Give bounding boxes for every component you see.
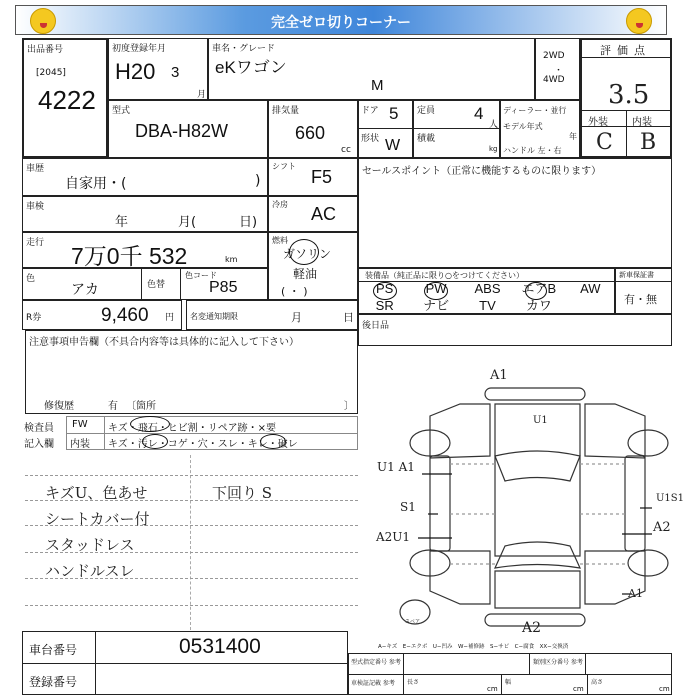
color-label: 色 — [26, 274, 36, 284]
rear-window — [495, 542, 580, 568]
handle-label: ハンドル 左・右 — [503, 146, 562, 155]
handwritten-note: シートカバー付 — [45, 510, 150, 528]
ac-value: AC — [311, 204, 337, 224]
equipment-leather: カワ — [525, 297, 552, 313]
cm-unit: cm — [573, 685, 584, 693]
fuel-gasoline: ガソリン — [283, 247, 332, 261]
equipment-sr: SR — [375, 297, 394, 313]
color-value: アカ — [71, 282, 99, 298]
notes-label: 注意事項申告欄（不具合内容等は具体的に記入して下さい） — [29, 337, 299, 348]
entry-label: 記入欄 — [24, 439, 54, 450]
damage-legend: A−キズ E−エクボ U−凹み W−補修跡 S−サビ C−腐食 XX−交換済 — [378, 644, 569, 650]
notes-box — [25, 330, 358, 414]
selected-circle — [142, 434, 168, 449]
shaken-year: 年 — [115, 215, 129, 230]
cm-unit: cm — [659, 685, 670, 693]
recycle-label: R券 — [26, 313, 42, 323]
repair-place-label: 〔箇所 — [126, 401, 156, 412]
handwritten-note: スタッドレス — [45, 536, 135, 554]
selected-circle — [525, 282, 547, 300]
inspector-label: 検査員 — [24, 423, 54, 434]
doors-box — [358, 100, 413, 158]
equipment-aw: AW — [580, 281, 601, 296]
equipment-label: 装備品（純正品に限り○をつけてください） — [365, 271, 524, 280]
dealer-label: ディーラー・並行 — [503, 106, 567, 115]
selected-circle — [424, 282, 448, 300]
drive-2wd: 2WD — [543, 51, 565, 61]
ac-box — [268, 196, 358, 232]
fuel-diesel: 軽油 — [293, 267, 318, 281]
dealer-box — [500, 100, 580, 158]
doors-label: ドア — [361, 106, 379, 116]
interior-grade: B — [640, 130, 657, 155]
drive-box — [535, 38, 580, 100]
history-value: 自家用・( — [65, 176, 127, 192]
recycle-value: 9,460 — [101, 305, 149, 326]
banner — [15, 5, 667, 35]
capacity-box — [413, 100, 500, 158]
equipment-navi: ナビ — [423, 297, 450, 313]
score-value: 3.5 — [608, 80, 650, 110]
repair-close: 〕 — [344, 401, 354, 412]
inspector-box — [22, 416, 358, 450]
interior-label: 内装 — [632, 117, 652, 128]
year-unit: 年 — [569, 132, 577, 141]
car-grade: M — [371, 77, 384, 94]
cc-unit: cc — [341, 145, 351, 155]
color-box — [22, 268, 268, 300]
model-label: 型式 — [112, 106, 131, 116]
equipment-blank — [565, 298, 616, 315]
class-number-label: 類別区分番号 参考 — [533, 659, 583, 666]
equipment-box — [358, 268, 615, 314]
km-unit: km — [225, 255, 238, 264]
name-change-day: 日 — [343, 311, 354, 324]
banner-title: 完全ゼロ切りコーナー — [271, 15, 411, 31]
score-label: 評価点 — [600, 44, 651, 57]
windshield — [495, 451, 580, 481]
score-box — [580, 38, 672, 158]
fuel-label: 燃料 — [272, 236, 288, 245]
equipment-pw: PW — [425, 281, 447, 296]
load-label: 積載 — [417, 134, 436, 144]
color-code-label: 色コード — [185, 271, 217, 280]
spare-label: スペア — [405, 619, 421, 625]
name-change-month: 月 — [291, 311, 302, 324]
interior-check-label: 内装 — [70, 439, 90, 450]
selected-circle — [260, 434, 286, 449]
first-reg-label: 初度登録年月 — [112, 44, 167, 54]
selected-circle — [130, 416, 170, 432]
warranty-label: 新車保証書 — [619, 271, 654, 279]
front-bumper — [485, 388, 585, 400]
displacement-label: 排気量 — [272, 106, 300, 116]
warranty-box — [615, 268, 672, 314]
name-change-box — [186, 300, 358, 330]
trunk — [495, 571, 580, 608]
damage-mark: A2U1 — [376, 530, 411, 544]
month-unit: 月 — [197, 90, 207, 100]
model-box — [108, 100, 268, 158]
displacement-box — [268, 100, 358, 158]
mileage-value: 7万0千 532 — [71, 243, 188, 269]
capacity-unit: 人 — [489, 120, 499, 130]
fw-label: FW — [72, 419, 88, 430]
damage-mark: A2 — [653, 520, 671, 535]
selected-circle — [373, 282, 397, 300]
later-items-box — [358, 314, 672, 346]
car-name-box — [208, 38, 535, 100]
height-label: 高さ — [591, 679, 604, 686]
damage-mark: A1 — [490, 368, 508, 383]
equipment-ps: PS — [376, 281, 394, 296]
left-rear-fender — [430, 551, 490, 604]
type-cert-label: 型式指定番号 参考 — [351, 659, 401, 666]
exterior-label: 外装 — [588, 117, 608, 128]
shaken-box — [22, 196, 268, 232]
sales-point-label: セールスポイント（正常に機能するものに限ります） — [362, 166, 602, 177]
damage-mark: A1 — [628, 587, 643, 600]
equipment-airbag: エアB — [521, 281, 557, 296]
damage-mark: U1 A1 — [377, 460, 415, 474]
first-reg-month: 3 — [171, 64, 180, 81]
lot-number: 4222 — [38, 85, 96, 115]
color-code: P85 — [209, 279, 238, 296]
displacement-value: 660 — [295, 123, 326, 143]
shift-box — [268, 158, 358, 196]
mileage-label: 走行 — [26, 238, 45, 248]
ac-label: 冷房 — [272, 200, 288, 209]
history-close: ) — [255, 173, 261, 189]
chassis-label: 車台番号 — [29, 643, 78, 657]
model-value: DBA-H82W — [135, 121, 229, 141]
name-change-label: 名変通知期限 — [190, 312, 238, 321]
car-damage-diagram — [360, 346, 700, 646]
later-items-label: 後日品 — [362, 321, 390, 331]
equipment-abs: ABS — [474, 281, 501, 296]
handwritten-note: ハンドルスレ — [45, 562, 135, 580]
fuel-box — [268, 232, 358, 300]
first-reg-box — [108, 38, 208, 100]
shape-label: 形状 — [361, 134, 380, 144]
fw-items: キズ・飛石・ヒビ割・リペア跡・×要 — [108, 423, 276, 434]
recycle-box — [22, 300, 182, 330]
car-name: eKワゴン — [215, 58, 287, 77]
cm-unit: cm — [487, 685, 498, 693]
shift-value: F5 — [311, 167, 333, 187]
type-cert-box — [348, 653, 672, 695]
bear-mascot-icon — [626, 8, 652, 34]
length-label: 長さ — [407, 679, 420, 686]
yen-unit: 円 — [165, 313, 175, 323]
drive-sep: ・ — [554, 66, 564, 76]
left-side — [430, 456, 450, 551]
mileage-box — [22, 232, 268, 268]
selected-circle — [289, 239, 319, 265]
history-label: 車歴 — [26, 164, 45, 174]
color-change-label: 色替 — [147, 280, 166, 290]
chassis-number: 0531400 — [179, 635, 261, 658]
first-reg-year: H20 — [115, 59, 156, 84]
equipment-tv: TV — [479, 297, 496, 313]
shaken-month: 月( — [178, 215, 197, 230]
chassis-registration-box — [22, 631, 348, 695]
shape-value: W — [385, 137, 401, 154]
damage-mark: A2 — [522, 620, 542, 636]
interior-items: キズ・汚レ・コゲ・穴・スレ・キレ・破レ — [108, 439, 298, 450]
shift-label: シフト — [272, 162, 296, 171]
lot-label: 出品番号 — [27, 45, 64, 55]
right-side — [625, 456, 645, 551]
lot-box — [22, 38, 108, 158]
capacity-value: 4 — [474, 104, 484, 123]
lot-sub-number: [2045] — [36, 68, 66, 78]
right-front-fender — [585, 404, 645, 458]
doors-value: 5 — [389, 104, 399, 123]
damage-mark: S1 — [400, 500, 416, 514]
handwritten-note: キズU、色あせ — [45, 484, 148, 502]
spec-label: 車検証記載 参考 — [351, 680, 395, 687]
model-year-label: モデル年式 — [503, 122, 543, 131]
damage-mark: U1 — [533, 415, 548, 426]
history-box — [22, 158, 268, 196]
registration-label: 登録番号 — [29, 675, 78, 689]
repair-history-value: 有 — [108, 401, 118, 412]
exterior-grade: C — [596, 130, 613, 155]
handwritten-note: 下回り S — [212, 484, 273, 502]
warranty-value: 有・無 — [624, 293, 657, 306]
shaken-label: 車検 — [26, 202, 45, 212]
car-name-label: 車名・グレード — [212, 44, 276, 54]
kg-unit: kg — [489, 145, 498, 153]
sales-point-box — [358, 158, 672, 268]
repair-history-label: 修復歴 — [44, 401, 74, 412]
drive-4wd: 4WD — [543, 75, 565, 85]
shaken-day: 日) — [239, 215, 258, 230]
capacity-label: 定員 — [417, 106, 436, 116]
width-label: 幅 — [505, 679, 512, 686]
damage-mark: U1S1 — [656, 493, 685, 504]
fuel-other: ( ・ ) — [281, 285, 308, 298]
